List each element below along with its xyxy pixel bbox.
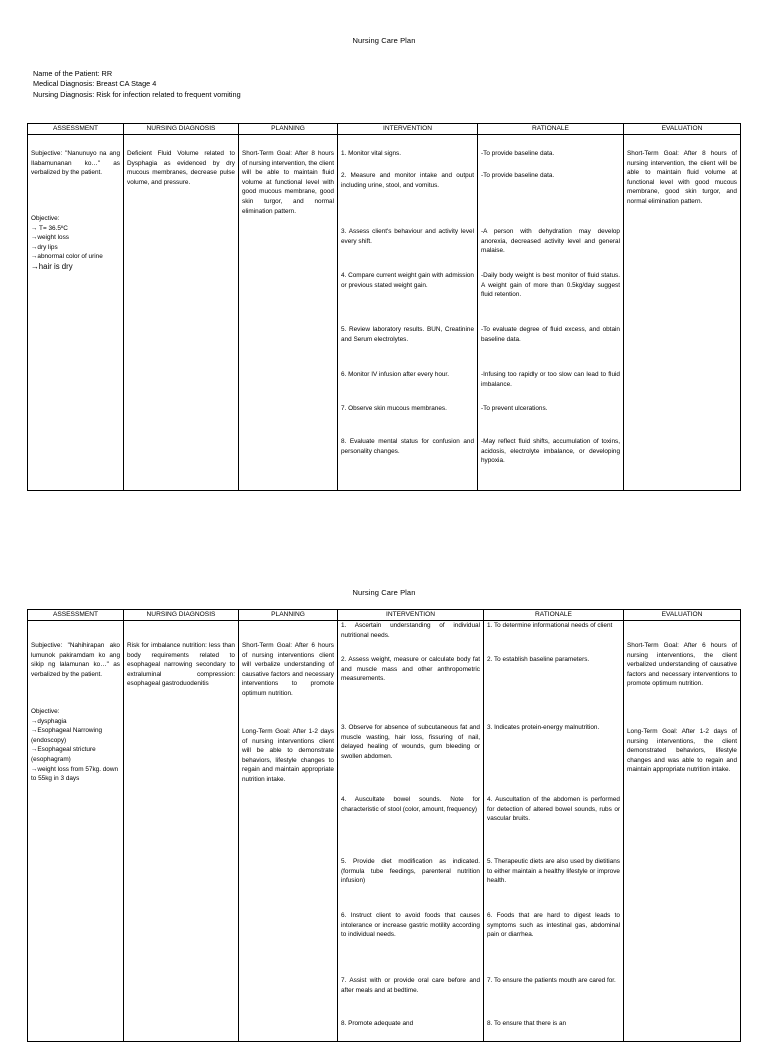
intervention-item: 3. Assess client's behaviour and activity level every shift. — [341, 228, 474, 245]
evaluation-cell — [624, 135, 741, 491]
intervention-item: 8. Evaluate mental status for confusion and personality changes. — [341, 438, 474, 455]
assessment-cell — [28, 135, 124, 491]
intervention-item: 8. Promote adequate and — [341, 1020, 414, 1027]
rationale-item: 7. To ensure the patients mouth are cared for. — [487, 977, 616, 984]
rationale-item: 6. Foods that are hard to digest leads to symptoms such as intestinal gas, abdominal pain or diarrhea. — [487, 912, 620, 939]
page-title: Nursing Care Plan — [352, 36, 416, 45]
nursing-diagnosis-text: Deficient Fluid Volume related to Dysphagia as evidenced by dry mucous membranes, decrease pulse volume, and pressure. — [127, 150, 235, 186]
header-assessment: ASSESSMENT — [28, 610, 124, 621]
header-evaluation: EVALUATION — [624, 124, 741, 135]
objective-item: → T= 36.5ºC — [31, 224, 68, 232]
intervention-item: 2. Assess weight, measure or calculate body fat and muscle mass and other anthropometric measurements. — [341, 656, 480, 683]
objective-item: →Esophageal Narrowing (endoscopy) — [31, 727, 103, 744]
patient-info — [33, 69, 241, 100]
rationale-item: 8. To ensure that there is an — [487, 1020, 567, 1027]
objective-label: Objective: — [31, 215, 60, 222]
nursing-diagnosis-line: Nursing Diagnosis: Risk for infection related to frequent vomiting — [33, 89, 241, 99]
header-evaluation: EVALUATION — [624, 610, 741, 621]
subjective-text: Subjective: "Nahihirapan ako lumunok pakiramdam ko ang sikip ng lalamunan ko…" as verbalized by the patient. — [31, 642, 120, 678]
rationale-item: -A person with dehydration may develop anorexia, decreased activity level and general malaise. — [481, 228, 620, 255]
evaluation-text: Short-Term Goal: After 8 hours of nursing intervention, the client will be able to maintain fluid volume at functional level with good mucous membrane, good skin turgor, and normal elimination pattern. — [627, 150, 737, 205]
header-assessment: ASSESSMENT — [28, 124, 124, 135]
objective-item: →dysphagia — [31, 717, 67, 725]
long-term-evaluation: Long-Term Goal: After 1-2 days of nursing interventions, the client demonstrated behaviors, lifestyle changes and was able to regain and maintain appropriate nutrition intake. — [627, 728, 737, 774]
rationale-item: -Infusing too rapidly or too slow can lead to fluid imbalance. — [481, 371, 620, 388]
objective-item: →weight loss from 57kg. down to 55kg in 3 days — [31, 765, 119, 783]
planning-cell — [239, 135, 338, 491]
objective-label: Objective: — [31, 708, 60, 715]
rationale-item: 4. Auscultation of the abdomen is performed for detection of altered bowel sounds, rubs or vascular bruits. — [487, 796, 620, 823]
intervention-cell — [338, 135, 478, 491]
rationale-item: -To provide baseline data. — [481, 172, 555, 179]
intervention-item: 6. Monitor IV infusion after every hour. — [341, 371, 449, 378]
intervention-item: 5. Provide diet modification as indicated. (formula tube feedings, parenteral nutrition infusion) — [341, 858, 480, 885]
objective-item: →dry lips — [31, 243, 58, 251]
rationale-item: -To prevent ulcerations. — [481, 405, 548, 412]
header-rationale: RATIONALE — [484, 610, 624, 621]
short-term-goal: Short-Term Goal: After 6 hours of nursing interventions client will verbalize understanding of causative factors and necessary interventions to promote optimum nutrition. — [242, 642, 334, 697]
short-term-evaluation: Short-Term Goal: After 6 hours of nursing interventions, the client verbalized understanding of causative factors and necessary interventions to promote optimum nutrition. — [627, 642, 737, 688]
planning-text: Short-Term Goal: After 8 hours of nursing intervention, the client will be able to maintain fluid volume at functional level with good mucous membrane, good skin turgor, and normal elimination pattern. — [242, 150, 335, 215]
intervention-cell — [338, 621, 484, 1042]
nursing-diagnosis-text: Risk for imbalance nutrition: less than body requirements related to esophageal narrowing secondary to extraluminal compression: esophageal gastroduodenitis — [127, 642, 235, 688]
table-header-row — [28, 124, 741, 135]
rationale-cell — [478, 135, 624, 491]
intervention-item: 7. Assist with or provide oral care before and after meals and at bedtime. — [341, 977, 480, 994]
rationale-item: -Daily body weight is best monitor of fluid status. A weight gain of more than 0.5kg/day suggest fluid retention. — [481, 272, 620, 299]
assessment-cell — [28, 621, 124, 1042]
patient-name: Name of the Patient: RR — [33, 69, 113, 78]
rationale-item: 2. To establish baseline parameters. — [487, 656, 590, 663]
long-term-goal: Long-Term Goal: After 1-2 days of nursing interventions client will be able to demonstrate behaviors, lifestyle changes to regain and maintain appropriate nutrition intake. — [242, 728, 334, 783]
rationale-item: -To evaluate degree of fluid excess, and obtain baseline data. — [481, 326, 620, 343]
intervention-item: 1. Ascertain understanding of individual nutritional needs. — [341, 622, 480, 639]
planning-cell — [239, 621, 338, 1042]
header-planning: PLANNING — [239, 610, 338, 621]
objective-item: →weight loss — [31, 234, 70, 242]
subjective-text: Subjective: "Nanunuyo na ang Ilabamunanan ko…" as verbalized by the patient. — [31, 150, 120, 177]
table-row — [28, 621, 741, 1042]
intervention-item: 7. Observe skin mucous membranes. — [341, 405, 447, 412]
rationale-item: -May reflect fluid shifts, accumulation of toxins, acidosis, electrolyte imbalance, or developing hypoxia. — [481, 438, 620, 465]
intervention-item: 4. Compare current weight gain with admission or previous stated weight gain. — [341, 272, 474, 289]
table-header-row — [28, 610, 741, 621]
intervention-item: 5. Review laboratory results. BUN, Creatinine and Serum electrolytes. — [341, 326, 474, 343]
intervention-item: 1. Monitor vital signs. — [341, 150, 402, 157]
rationale-item: 1. To determine informational needs of client — [487, 622, 613, 629]
objective-item: →abnormal color of urine — [31, 253, 103, 261]
nursing-diagnosis-cell — [124, 135, 239, 491]
header-intervention: INTERVENTION — [338, 124, 478, 135]
objective-item: →hair is dry — [31, 261, 73, 271]
header-planning: PLANNING — [239, 124, 338, 135]
header-nursing-diagnosis: NURSING DIAGNOSIS — [124, 610, 239, 621]
evaluation-cell — [624, 621, 741, 1042]
header-intervention: INTERVENTION — [338, 610, 484, 621]
header-nursing-diagnosis: NURSING DIAGNOSIS — [124, 124, 239, 135]
nursing-diagnosis-cell — [124, 621, 239, 1042]
rationale-item: 5. Therapeutic diets are also used by dietitians to either maintain a healthy lifestyle or improve health. — [487, 858, 620, 885]
rationale-item: 3. Indicates protein-energy malnutrition. — [487, 724, 600, 731]
header-rationale: RATIONALE — [478, 124, 624, 135]
care-plan-table — [27, 609, 741, 1042]
medical-diagnosis: Medical Diagnosis: Breast CA Stage 4 — [33, 79, 157, 89]
intervention-item: 4. Auscultate bowel sounds. Note for characteristic of stool (color, amount, frequency) — [341, 796, 480, 813]
rationale-cell — [484, 621, 624, 1042]
intervention-item: 6. Instruct client to avoid foods that causes intolerance or increase gastric motility according to individual needs. — [341, 912, 480, 939]
intervention-item: 2. Measure and monitor intake and output including urine, stool, and vomitus. — [341, 172, 474, 189]
care-plan-table — [27, 123, 741, 491]
table-row — [28, 135, 741, 491]
intervention-item: 3. Observe for absence of subcutaneous fat and muscle wasting, hair loss, fissuring of nail, delayed healing of wounds, gum bleeding or swollen abdomen. — [341, 724, 480, 760]
rationale-item: -To provide baseline data. — [481, 150, 555, 157]
page-title: Nursing Care Plan — [352, 588, 416, 597]
objective-item: →Esophageal stricture (esophagram) — [31, 746, 96, 763]
